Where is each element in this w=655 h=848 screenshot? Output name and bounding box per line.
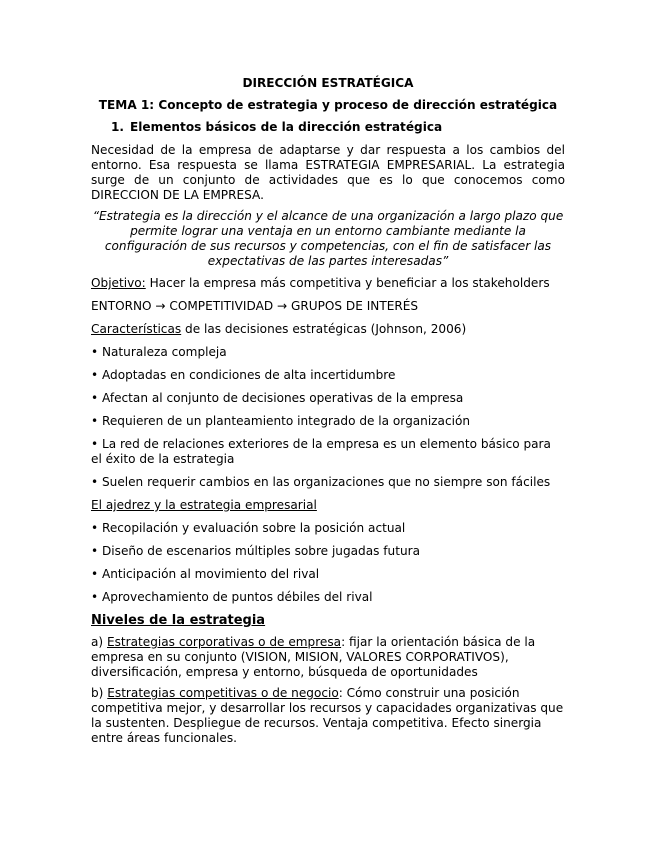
topic-heading: TEMA 1: Concepto de estrategia y proceso de dirección estratégica [98,98,558,112]
level-a-label: Estrategias corporativas o de empresa [106,635,342,649]
characteristics-text: de las decisiones estratégicas (Johnson, 2006) [181,322,467,336]
level-b-paragraph [91,686,565,746]
section-number: 1. [111,120,125,134]
list-item: • Aprovechamiento de puntos débiles del rival [91,590,373,604]
list-item: • La red de relaciones exteriores de la empresa es un elemento básico para el éxito de la estrategia [91,437,551,466]
levels-heading: Niveles de la estrategia [91,613,266,628]
chess-heading: El ajedrez y la estrategia empresarial [91,498,317,512]
objective-line [91,276,565,291]
level-a-text: : fijar la orientación básica de la empresa en su conjunto (VISION, MISION, VALORES CORPORATIVOS), diversificación, empresa y entorno, búsqueda de oportunidades [91,635,536,679]
section-heading [91,120,565,135]
level-a-prefix: a) [91,635,107,649]
objective-label: Objetivo: [91,276,146,290]
level-b-label: Estrategias competitivas o de negocio [107,686,339,700]
list-item: • Afectan al conjunto de decisiones operativas de la empresa [91,391,464,405]
list-item: • Diseño de escenarios múltiples sobre jugadas futura [91,544,420,558]
definition-quote: “Estrategia es la dirección y el alcance de una organización a largo plazo que permite lograr una ventaja en un entorno cambiante mediante la configuración de sus recursos y competencias, con el fin de satisfacer las expectativas de las partes interesadas” [92,209,564,268]
list-item: • Recopilación y evaluación sobre la posición actual [91,521,406,535]
level-b-prefix: b) [91,686,108,700]
document-title: DIRECCIÓN ESTRATÉGICA [242,76,414,90]
characteristics-heading [91,322,565,337]
list-item: • Suelen requerir cambios en las organizaciones que no siempre son fáciles [91,475,551,489]
list-item: • Anticipación al movimiento del rival [91,567,320,581]
characteristics-label: Características [91,322,182,336]
flow-line: ENTORNO → COMPETITIVIDAD → GRUPOS DE INTERÉS [91,299,419,313]
list-item: • Requieren de un planteamiento integrado de la organización [91,414,471,428]
list-item: • Adoptadas en condiciones de alta incertidumbre [91,368,396,382]
level-b-text: : Cómo construir una posición competitiva mejor, y desarrollar los recursos y capacidades organizativas que la sustenten. Despliegue de recursos. Ventaja competitiva. Efecto sinergia entre áreas funcionales. [91,686,564,745]
intro-paragraph: Necesidad de la empresa de adaptarse y dar respuesta a los cambios del entorno. Esa respuesta se llama ESTRATEGIA EMPRESARIAL. La estrategia surge de un conjunto de actividades que es lo que conocemos como DIRECCION DE LA EMPRESA. [91,143,565,202]
objective-text: Hacer la empresa más competitiva y beneficiar a los stakeholders [145,276,550,290]
level-a-paragraph [91,635,565,680]
list-item: • Naturaleza compleja [91,345,227,359]
section-title: Elementos básicos de la dirección estratégica [130,120,443,134]
